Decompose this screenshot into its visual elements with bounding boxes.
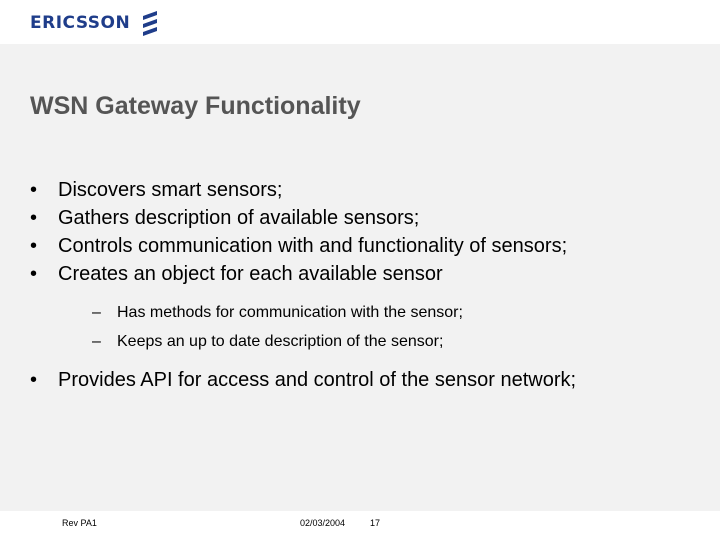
bullet-marker: •	[30, 207, 38, 229]
sub-bullet-item	[92, 327, 710, 356]
bullet-marker: •	[30, 235, 38, 257]
bullet-text: Discovers smart sensors;	[58, 179, 283, 201]
bullet-marker: •	[30, 369, 38, 391]
bullet-marker: •	[30, 179, 38, 201]
ericsson-logo	[30, 10, 160, 36]
sub-bullet-text: Keeps an up to date description of the sensor;	[117, 333, 444, 350]
bullet-text: Creates an object for each available sensor	[58, 263, 443, 285]
footer-background	[0, 511, 720, 540]
footer-revision: Rev PA1	[62, 518, 97, 528]
sub-bullet-item	[92, 298, 710, 327]
bullet-item	[30, 366, 710, 394]
sub-bullet-list	[92, 298, 710, 356]
footer-date: 02/03/2004	[300, 518, 346, 528]
sub-bullet-marker: –	[92, 304, 101, 321]
slide-title: WSN Gateway Functionality	[30, 92, 361, 120]
bullet-marker: •	[30, 263, 38, 285]
bullet-text: Gathers description of available sensors;	[58, 207, 420, 229]
footer-page-number: 17	[370, 518, 381, 528]
bullet-item	[30, 176, 710, 204]
ericsson-icon	[140, 10, 160, 36]
bullet-list	[30, 176, 710, 394]
bullet-item	[30, 232, 710, 260]
bullet-text: Controls communication with and functionality of sensors;	[58, 235, 568, 257]
sub-bullet-text: Has methods for communication with the sensor;	[117, 304, 463, 321]
bullet-item	[30, 260, 710, 288]
bullet-item	[30, 204, 710, 232]
bullet-text: Provides API for access and control of the sensor network;	[58, 369, 577, 391]
brand-name: ERICSSON	[30, 13, 131, 33]
sub-bullet-marker: –	[92, 333, 101, 350]
